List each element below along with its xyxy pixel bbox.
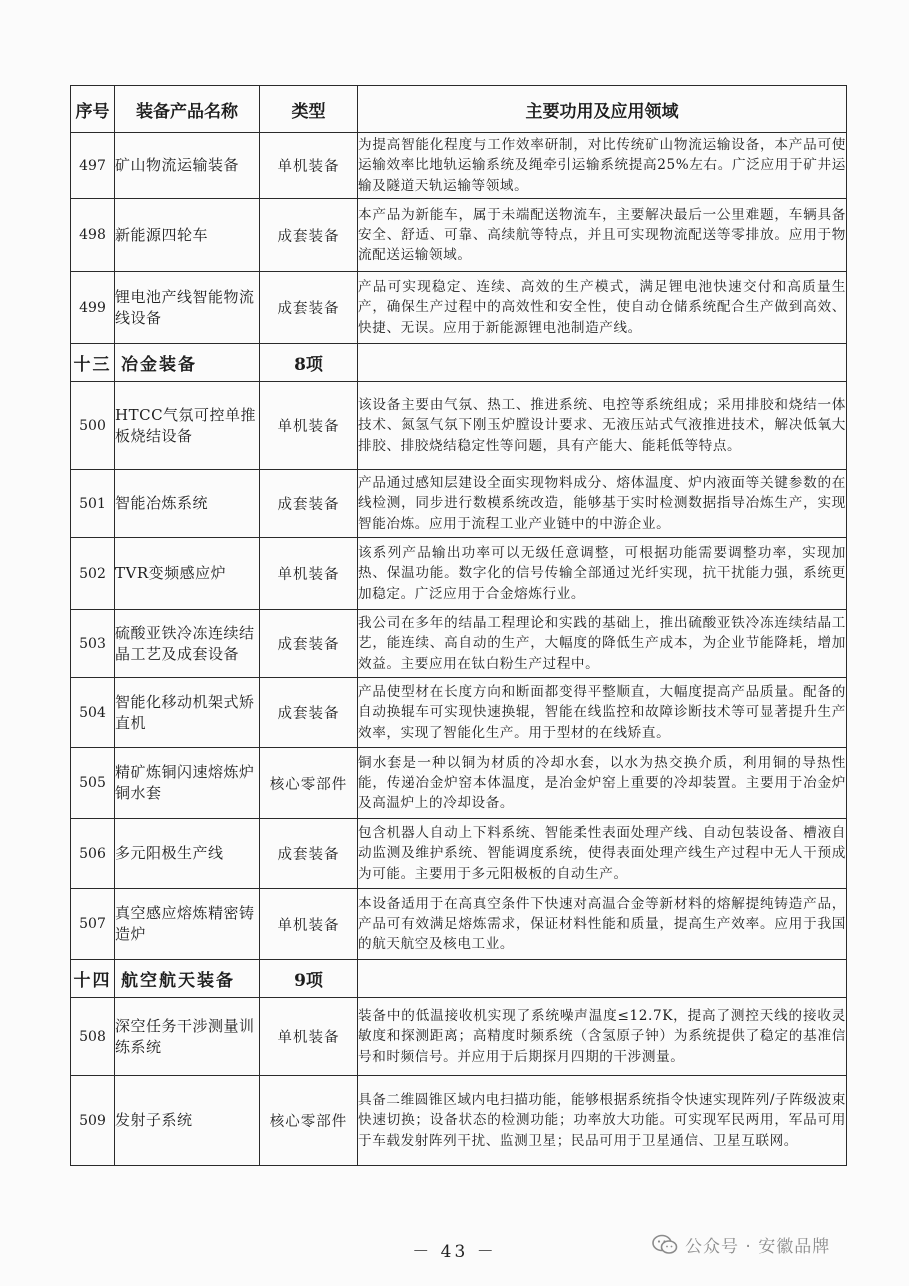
- product-type: 核心零部件: [260, 748, 358, 819]
- row-number: 501: [71, 470, 115, 538]
- product-name: 精矿炼铜闪速熔炼炉铜水套: [115, 748, 260, 819]
- section-row: [71, 960, 847, 998]
- row-number: 504: [71, 678, 115, 748]
- product-type: 成套装备: [260, 470, 358, 538]
- product-description: 装备中的低温接收机实现了系统噪声温度≤12.7K，提高了测控天线的接收灵敏度和探测距离；高精度时频系统（含氢原子钟）为系统提供了稳定的基准信号和时频信号。并应用于后期探月四期的干涉测量。: [358, 998, 847, 1076]
- table-row: [71, 1076, 847, 1166]
- row-number: 502: [71, 538, 115, 610]
- product-description: 具备二维圆锥区域内电扫描功能，能够根据系统指令快速实现阵列/子阵级波束快速切换；设备状态的检测功能；功率放大功能。可实现军民两用，军品可用于车载发射阵列干扰、监测卫星；民品可用于卫星通信、卫星互联网。: [358, 1076, 847, 1166]
- product-name: 多元阳极生产线: [115, 819, 260, 889]
- product-type: 单机装备: [260, 133, 358, 199]
- table-row: [71, 272, 847, 344]
- product-name: 深空任务干涉测量训练系统: [115, 998, 260, 1076]
- section-empty-cell: [358, 344, 847, 382]
- product-type: 成套装备: [260, 199, 358, 272]
- section-empty-cell: [358, 960, 847, 998]
- watermark-text: 公众号 · 安徽品牌: [685, 1237, 831, 1257]
- equipment-table: [70, 85, 847, 1166]
- product-name: 智能冶炼系统: [115, 470, 260, 538]
- product-name: HTCC气氛可控单推板烧结设备: [115, 382, 260, 470]
- watermark: [652, 1232, 830, 1257]
- col-header-name: 装备产品名称: [115, 86, 260, 133]
- section-number: 十三: [71, 344, 115, 382]
- product-name: 新能源四轮车: [115, 199, 260, 272]
- product-type: 核心零部件: [260, 1076, 358, 1166]
- row-number: 509: [71, 1076, 115, 1166]
- product-name: 矿山物流运输装备: [115, 133, 260, 199]
- row-number: 503: [71, 610, 115, 678]
- table-row: [71, 678, 847, 748]
- product-name: 锂电池产线智能物流线设备: [115, 272, 260, 344]
- product-description: 包含机器人自动上下料系统、智能柔性表面处理产线、自动包装设备、槽液自动监测及维护系统、智能调度系统，使得表面处理产线生产过程中无人干预成为可能。主要用于多元阳极板的自动生产。: [358, 819, 847, 889]
- row-number: 505: [71, 748, 115, 819]
- table-row: [71, 133, 847, 199]
- col-header-no: 序号: [71, 86, 115, 133]
- col-header-type: 类型: [260, 86, 358, 133]
- page-number: － 43 －: [412, 1242, 497, 1262]
- product-description: 该设备主要由气氛、热工、推进系统、电控等系统组成；采用排胶和烧结一体技术、氮氢气氛下刚玉炉膛设计要求、无液压站式气液推进技术，解决低氧大排胶、排胶烧结稳定性等问题，具有产能大、能耗低等特点。: [358, 382, 847, 470]
- product-type: 单机装备: [260, 998, 358, 1076]
- table-row: [71, 199, 847, 272]
- product-name: 发射子系统: [115, 1076, 260, 1166]
- product-type: 成套装备: [260, 272, 358, 344]
- table-row: [71, 748, 847, 819]
- table-row: [71, 470, 847, 538]
- table-row: [71, 998, 847, 1076]
- product-description: 产品通过感知层建设全面实现物料成分、熔体温度、炉内液面等关键参数的在线检测，同步进行数模系统改造，能够基于实时检测数据指导冶炼生产，实现智能冶炼。应用于流程工业产业链中的中游企业。: [358, 470, 847, 538]
- row-number: 500: [71, 382, 115, 470]
- row-number: 497: [71, 133, 115, 199]
- row-number: 499: [71, 272, 115, 344]
- product-type: 成套装备: [260, 819, 358, 889]
- product-name: TVR变频感应炉: [115, 538, 260, 610]
- section-title: 航空航天装备: [115, 960, 260, 998]
- table-row: [71, 819, 847, 889]
- row-number: 508: [71, 998, 115, 1076]
- product-type: 成套装备: [260, 610, 358, 678]
- product-type: 单机装备: [260, 538, 358, 610]
- section-row: [71, 344, 847, 382]
- product-description: 产品可实现稳定、连续、高效的生产模式，满足锂电池快速交付和高质量生产，确保生产过程中的高效性和安全性，使自动仓储系统配合生产做到高效、快捷、无误。应用于新能源锂电池制造产线。: [358, 272, 847, 344]
- table-row: [71, 610, 847, 678]
- col-header-desc: 主要功用及应用领域: [358, 86, 847, 133]
- row-number: 498: [71, 199, 115, 272]
- section-number: 十四: [71, 960, 115, 998]
- product-type: 成套装备: [260, 678, 358, 748]
- section-count: 9项: [260, 960, 358, 998]
- section-count: 8项: [260, 344, 358, 382]
- table-row: [71, 538, 847, 610]
- row-number: 507: [71, 889, 115, 960]
- product-description: 本设备适用于在高真空条件下快速对高温合金等新材料的熔解提纯铸造产品，产品可有效满足熔炼需求，保证材料性能和质量，提高生产效率。应用于我国的航天航空及核电工业。: [358, 889, 847, 960]
- product-name: 真空感应熔炼精密铸造炉: [115, 889, 260, 960]
- section-title: 冶金装备: [115, 344, 260, 382]
- product-description: 该系列产品输出功率可以无级任意调整，可根据功能需要调整功率，实现加热、保温功能。数字化的信号传输全部通过光纤实现，抗干扰能力强，系统更加稳定。广泛应用于合金熔炼行业。: [358, 538, 847, 610]
- product-description: 铜水套是一种以铜为材质的冷却水套，以水为热交换介质，利用铜的导热性能，传递冶金炉窑本体温度，是冶金炉窑上重要的冷却装置。主要用于冶金炉及高温炉上的冷却设备。: [358, 748, 847, 819]
- table-header-row: [71, 86, 847, 133]
- product-description: 为提高智能化程度与工作效率研制，对比传统矿山物流运输设备，本产品可使运输效率比地轨运输系统及绳牵引运输系统提高25%左右。广泛应用于矿井运输及隧道天轨运输等领域。: [358, 133, 847, 199]
- product-description: 产品使型材在长度方向和断面都变得平整顺直，大幅度提高产品质量。配备的自动换辊车可实现快速换辊，智能在线监控和故障诊断技术等可显著提升生产效率，实现了智能化生产。用于型材的在线矫直。: [358, 678, 847, 748]
- table-row: [71, 889, 847, 960]
- product-name: 智能化移动机架式矫直机: [115, 678, 260, 748]
- product-description: 我公司在多年的结晶工程理论和实践的基础上，推出硫酸亚铁冷冻连续结晶工艺，能连续、高自动的生产，大幅度的降低生产成本，为企业节能降耗，增加效益。主要应用在钛白粉生产过程中。: [358, 610, 847, 678]
- wechat-icon: [652, 1234, 678, 1256]
- row-number: 506: [71, 819, 115, 889]
- product-name: 硫酸亚铁冷冻连续结晶工艺及成套设备: [115, 610, 260, 678]
- product-description: 本产品为新能车，属于未端配送物流车，主要解决最后一公里难题，车辆具备安全、舒适、可靠、高续航等特点，并且可实现物流配送等零排放。应用于物流配送运输领域。: [358, 199, 847, 272]
- table-row: [71, 382, 847, 470]
- product-type: 单机装备: [260, 889, 358, 960]
- product-type: 单机装备: [260, 382, 358, 470]
